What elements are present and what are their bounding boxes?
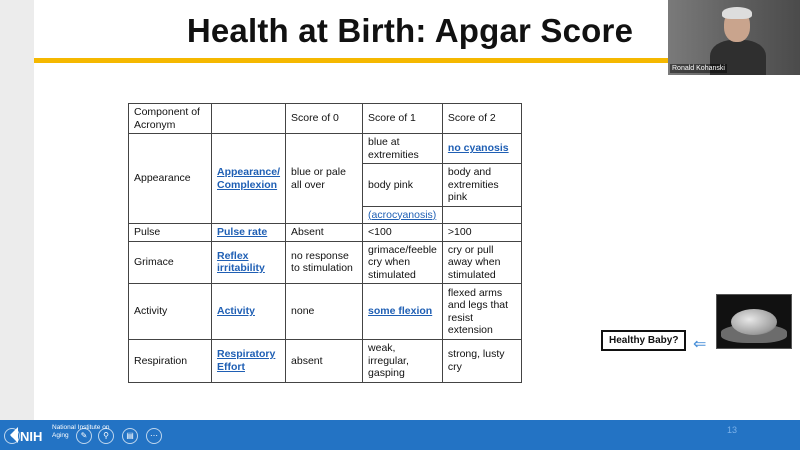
appearance-component: Appearance <box>129 134 212 224</box>
pulse-score-2: >100 <box>442 224 521 242</box>
table-row <box>129 134 522 164</box>
more-icon[interactable]: ⋯ <box>146 428 162 444</box>
activity-link[interactable]: Activity <box>217 305 255 318</box>
activity-component: Activity <box>129 284 212 340</box>
baby-photo <box>716 294 792 349</box>
pulse-score-1: <100 <box>363 224 443 242</box>
respiration-score-2: strong, lusty cry <box>442 340 521 383</box>
activity-score-1-cell <box>363 284 443 340</box>
header-score-0: Score of 0 <box>286 104 363 134</box>
apgar-table <box>128 103 522 383</box>
appearance-score-2b: body and extremities pink <box>442 164 521 207</box>
respiration-component: Respiration <box>129 340 212 383</box>
grimace-score-0: no response to stimulation <box>286 241 363 284</box>
pulse-component: Pulse <box>129 224 212 242</box>
respiration-term-cell <box>212 340 286 383</box>
appearance-score-2c <box>442 206 521 224</box>
appearance-score-2a-cell <box>442 134 521 164</box>
left-strip <box>0 0 34 420</box>
grimace-score-2: cry or pull away when stimulated <box>442 241 521 284</box>
respiratory-effort-link[interactable]: Respiratory Effort <box>217 348 276 373</box>
slide-title: Health at Birth: Apgar Score <box>186 12 634 49</box>
no-cyanosis-link[interactable]: no cyanosis <box>447 142 509 155</box>
appearance-score-0: blue or pale all over <box>286 134 363 224</box>
annotate-icon[interactable]: ✎ <box>76 428 92 444</box>
presenter-hair <box>722 7 752 19</box>
presenter-name: Ronald Kohanski <box>672 65 725 72</box>
header-score-2: Score of 2 <box>442 104 521 134</box>
table-row <box>129 224 522 242</box>
appearance-score-1a: blue at extremities <box>363 134 443 164</box>
table-header-row <box>129 104 522 134</box>
pulse-term-cell <box>212 224 286 242</box>
grimace-component: Grimace <box>129 241 212 284</box>
table-row <box>129 340 522 383</box>
nih-logo-text: NIH <box>20 429 43 444</box>
activity-score-0: none <box>286 284 363 340</box>
table-row <box>129 241 522 284</box>
respiration-score-0: absent <box>286 340 363 383</box>
table-row <box>129 284 522 340</box>
healthy-baby-callout: Healthy Baby? <box>601 330 686 351</box>
header-term <box>212 104 286 134</box>
grimace-score-1: grimace/feeble cry when stimulated <box>363 241 443 284</box>
activity-term-cell <box>212 284 286 340</box>
grimace-term-cell <box>212 241 286 284</box>
navigate-icon[interactable]: ▤ <box>122 428 138 444</box>
appearance-score-1b: body pink <box>363 164 443 207</box>
appearance-term-link[interactable]: Appearance/ Complexion <box>217 166 281 191</box>
header-score-1: Score of 1 <box>363 104 443 134</box>
institute-name: National Institute on Aging <box>52 424 110 439</box>
pulse-rate-link[interactable]: Pulse rate <box>217 226 268 238</box>
some-flexion-link[interactable]: some flexion <box>368 305 433 318</box>
respiration-score-1: weak, irregular, gasping <box>363 340 443 383</box>
acrocyanosis-link[interactable]: (acrocyanosis) <box>368 208 437 221</box>
reflex-irritability-link[interactable]: Reflex irritability <box>217 249 265 275</box>
baby-shape <box>731 309 777 335</box>
pulse-score-0: Absent <box>286 224 363 242</box>
zoom-icon[interactable]: ⚲ <box>98 428 114 444</box>
appearance-term-cell <box>212 134 286 224</box>
page-number: 13 <box>727 425 738 435</box>
activity-score-2: flexed arms and legs that resist extension <box>442 284 521 340</box>
appearance-score-1c-cell <box>363 206 443 224</box>
presenter-video[interactable] <box>668 0 800 75</box>
header-component: Component of Acronym <box>129 104 212 134</box>
previous-icon[interactable]: ‹ <box>4 428 20 444</box>
arrow-left-icon: ⇐ <box>693 336 707 353</box>
